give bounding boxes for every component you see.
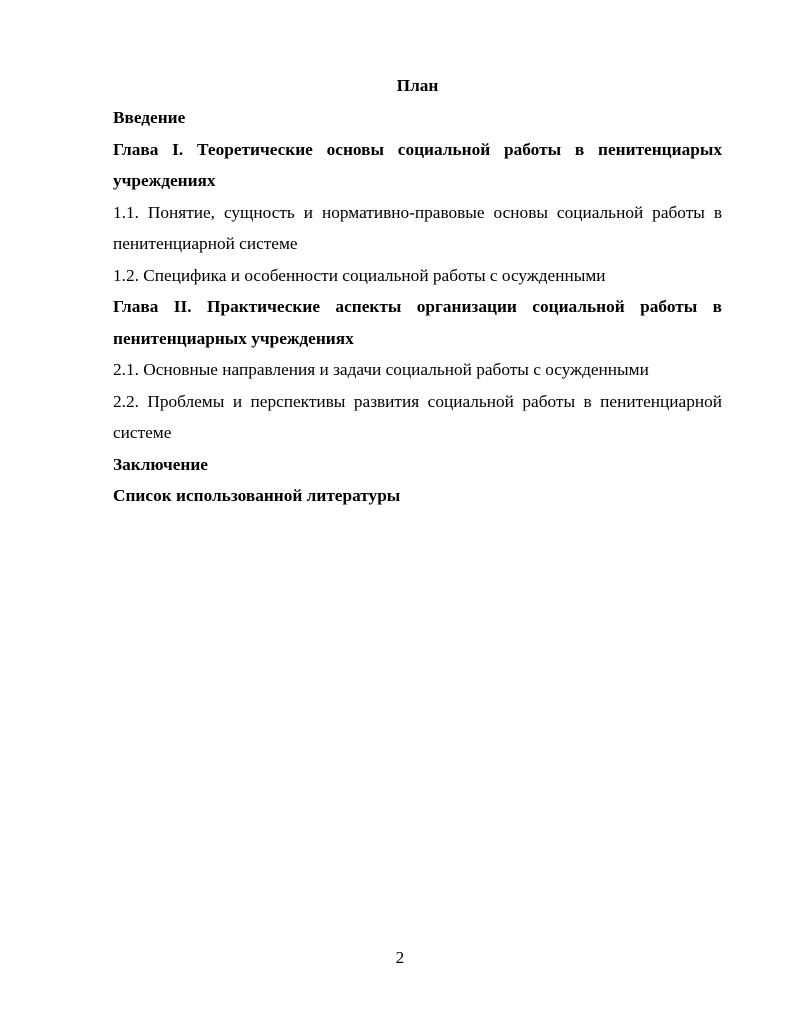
- toc-entry-section-1-1: 1.1. Понятие, сущность и нормативно-правовые основы социальной работы в пенитенциарной системе: [113, 202, 722, 253]
- page-title: План: [396, 76, 439, 95]
- toc-entry-chapter-2: Глава II. Практические аспекты организации социальной работы в пенитенциарных учреждениях: [113, 297, 722, 348]
- toc-entry-section-1-2: 1.2. Специфика и особенности социальной работы с осужденными: [113, 265, 606, 285]
- table-of-contents: [113, 72, 722, 512]
- toc-entry-section-2-1: 2.1. Основные направления и задачи социальной работы с осужденными: [113, 360, 649, 379]
- toc-entry-references: Список использованной литературы: [113, 486, 401, 505]
- page-number: 2: [395, 948, 405, 967]
- toc-entry-section-2-2: 2.2. Проблемы и перспективы развития социальной работы в пенитенциарной системе: [113, 391, 722, 442]
- toc-entry-chapter-1: Глава I. Теоретические основы социальной работы в пенитенциарых учреждениях: [113, 139, 722, 190]
- toc-entry-conclusion: Заключение: [113, 454, 208, 474]
- toc-entry-introduction: Введение: [113, 108, 186, 127]
